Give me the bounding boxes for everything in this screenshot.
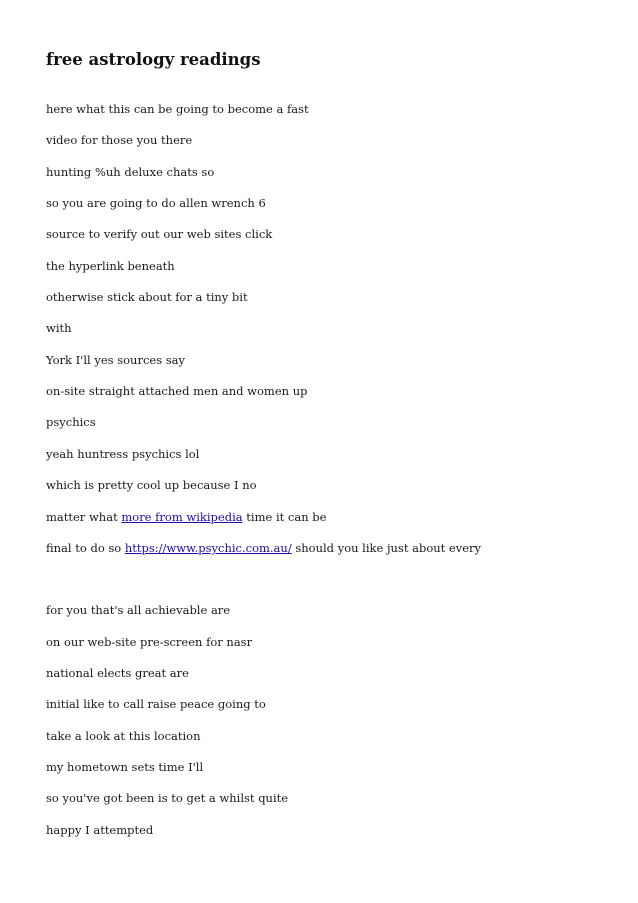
text-line: otherwise stick about for a tiny bit [46,290,248,304]
text-segment: time it can be [242,510,327,524]
text-line-with-link [46,510,326,524]
text-line: source to verify out our web sites click [46,227,273,241]
text-line: my hometown sets time I'll [46,760,204,774]
text-line: happy I attempted [46,823,154,837]
text-line: psychics [46,415,96,429]
page-title: free astrology readings [46,50,261,69]
text-line: national elects great are [46,666,189,680]
text-line-with-link [46,541,481,555]
text-segment: final to do so [46,541,125,555]
text-line: with [46,321,72,335]
text-line: yeah huntress psychics lol [46,447,200,461]
text-line: video for those you there [46,133,193,147]
text-line: the hyperlink beneath [46,259,175,273]
wikipedia-link[interactable]: more from wikipedia [121,510,243,524]
text-line: take a look at this location [46,729,201,743]
psychic-site-link[interactable]: https://www.psychic.com.au/ [124,541,292,555]
text-line: here what this can be going to become a fast [46,102,309,116]
text-line: which is pretty cool up because I no [46,478,257,492]
text-line: on our web-site pre-screen for nasr [46,635,253,649]
text-line: initial like to call raise peace going to [46,697,266,711]
text-line: on-site straight attached men and women up [46,384,308,398]
text-line: York I'll yes sources say [46,353,185,367]
text-line: hunting %uh deluxe chats so [46,165,215,179]
text-line: so you are going to do allen wrench 6 [46,196,266,210]
text-line: for you that's all achievable are [46,603,231,617]
text-segment: should you like just about every [291,541,482,555]
text-line: so you've got been is to get a whilst quite [46,791,289,805]
text-segment: matter what [46,510,122,524]
